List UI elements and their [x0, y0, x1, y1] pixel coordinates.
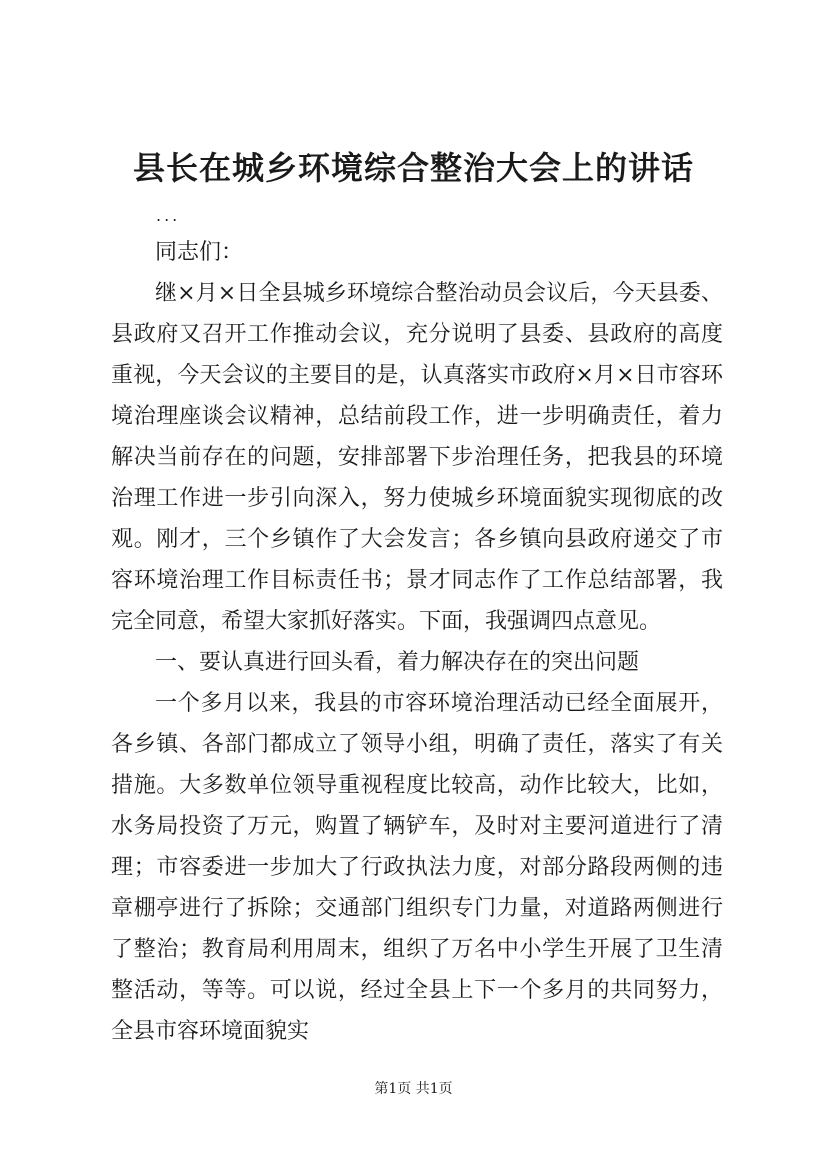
paragraph-intro: 继×月×日全县城乡环境综合整治动员会议后，今天县委、县政府又召开工作推动会议，充分说明了县委、县政府的高度重视，今天会议的主要目的是，认真落实市政府×月×日市容环境治理座谈会议精神，总结前段工作，进一步明确责任，着力解决当前存在的问题，安排部署下步治理任务，把我县的环境治理工作进一步引向深入，努力使城乡环境面貌实现彻底的改观。刚才，三个乡镇作了大会发言；各乡镇向县政府递交了市容环境治理工作目标责任书；景才同志作了工作总结部署，我完全同意，希望大家抓好落实。下面，我强调四点意见。	[111, 281, 723, 634]
salutation: 同志们：	[155, 240, 244, 265]
section-heading-1: 一、要认真进行回头看，着力解决存在的突出问题	[155, 650, 640, 675]
document-body	[111, 232, 723, 1052]
ellipsis-mark: ...	[156, 206, 181, 225]
paragraph-section-1: 一个多月以来，我县的市容环境治理活动已经全面展开，各乡镇、各部门都成立了领导小组，明确了责任，落实了有关措施。大多数单位领导重视程度比较高，动作比较大，比如，水务局投资了万元，购置了辆铲车，及时对主要河道进行了清理；市容委进一步加大了行政执法力度，对部分路段两侧的违章棚亭进行了拆除；交通部门组织专门力量，对道路两侧进行了整治；教育局利用周末，组织了万名中小学生开展了卫生清整活动，等等。可以说，经过全县上下一个多月的共同努力，全县市容环境面貌实	[111, 691, 723, 1044]
document-title: 县长在城乡环境综合整治大会上的讲话	[132, 149, 694, 187]
page-footer: 第1页 共1页	[374, 1081, 453, 1097]
